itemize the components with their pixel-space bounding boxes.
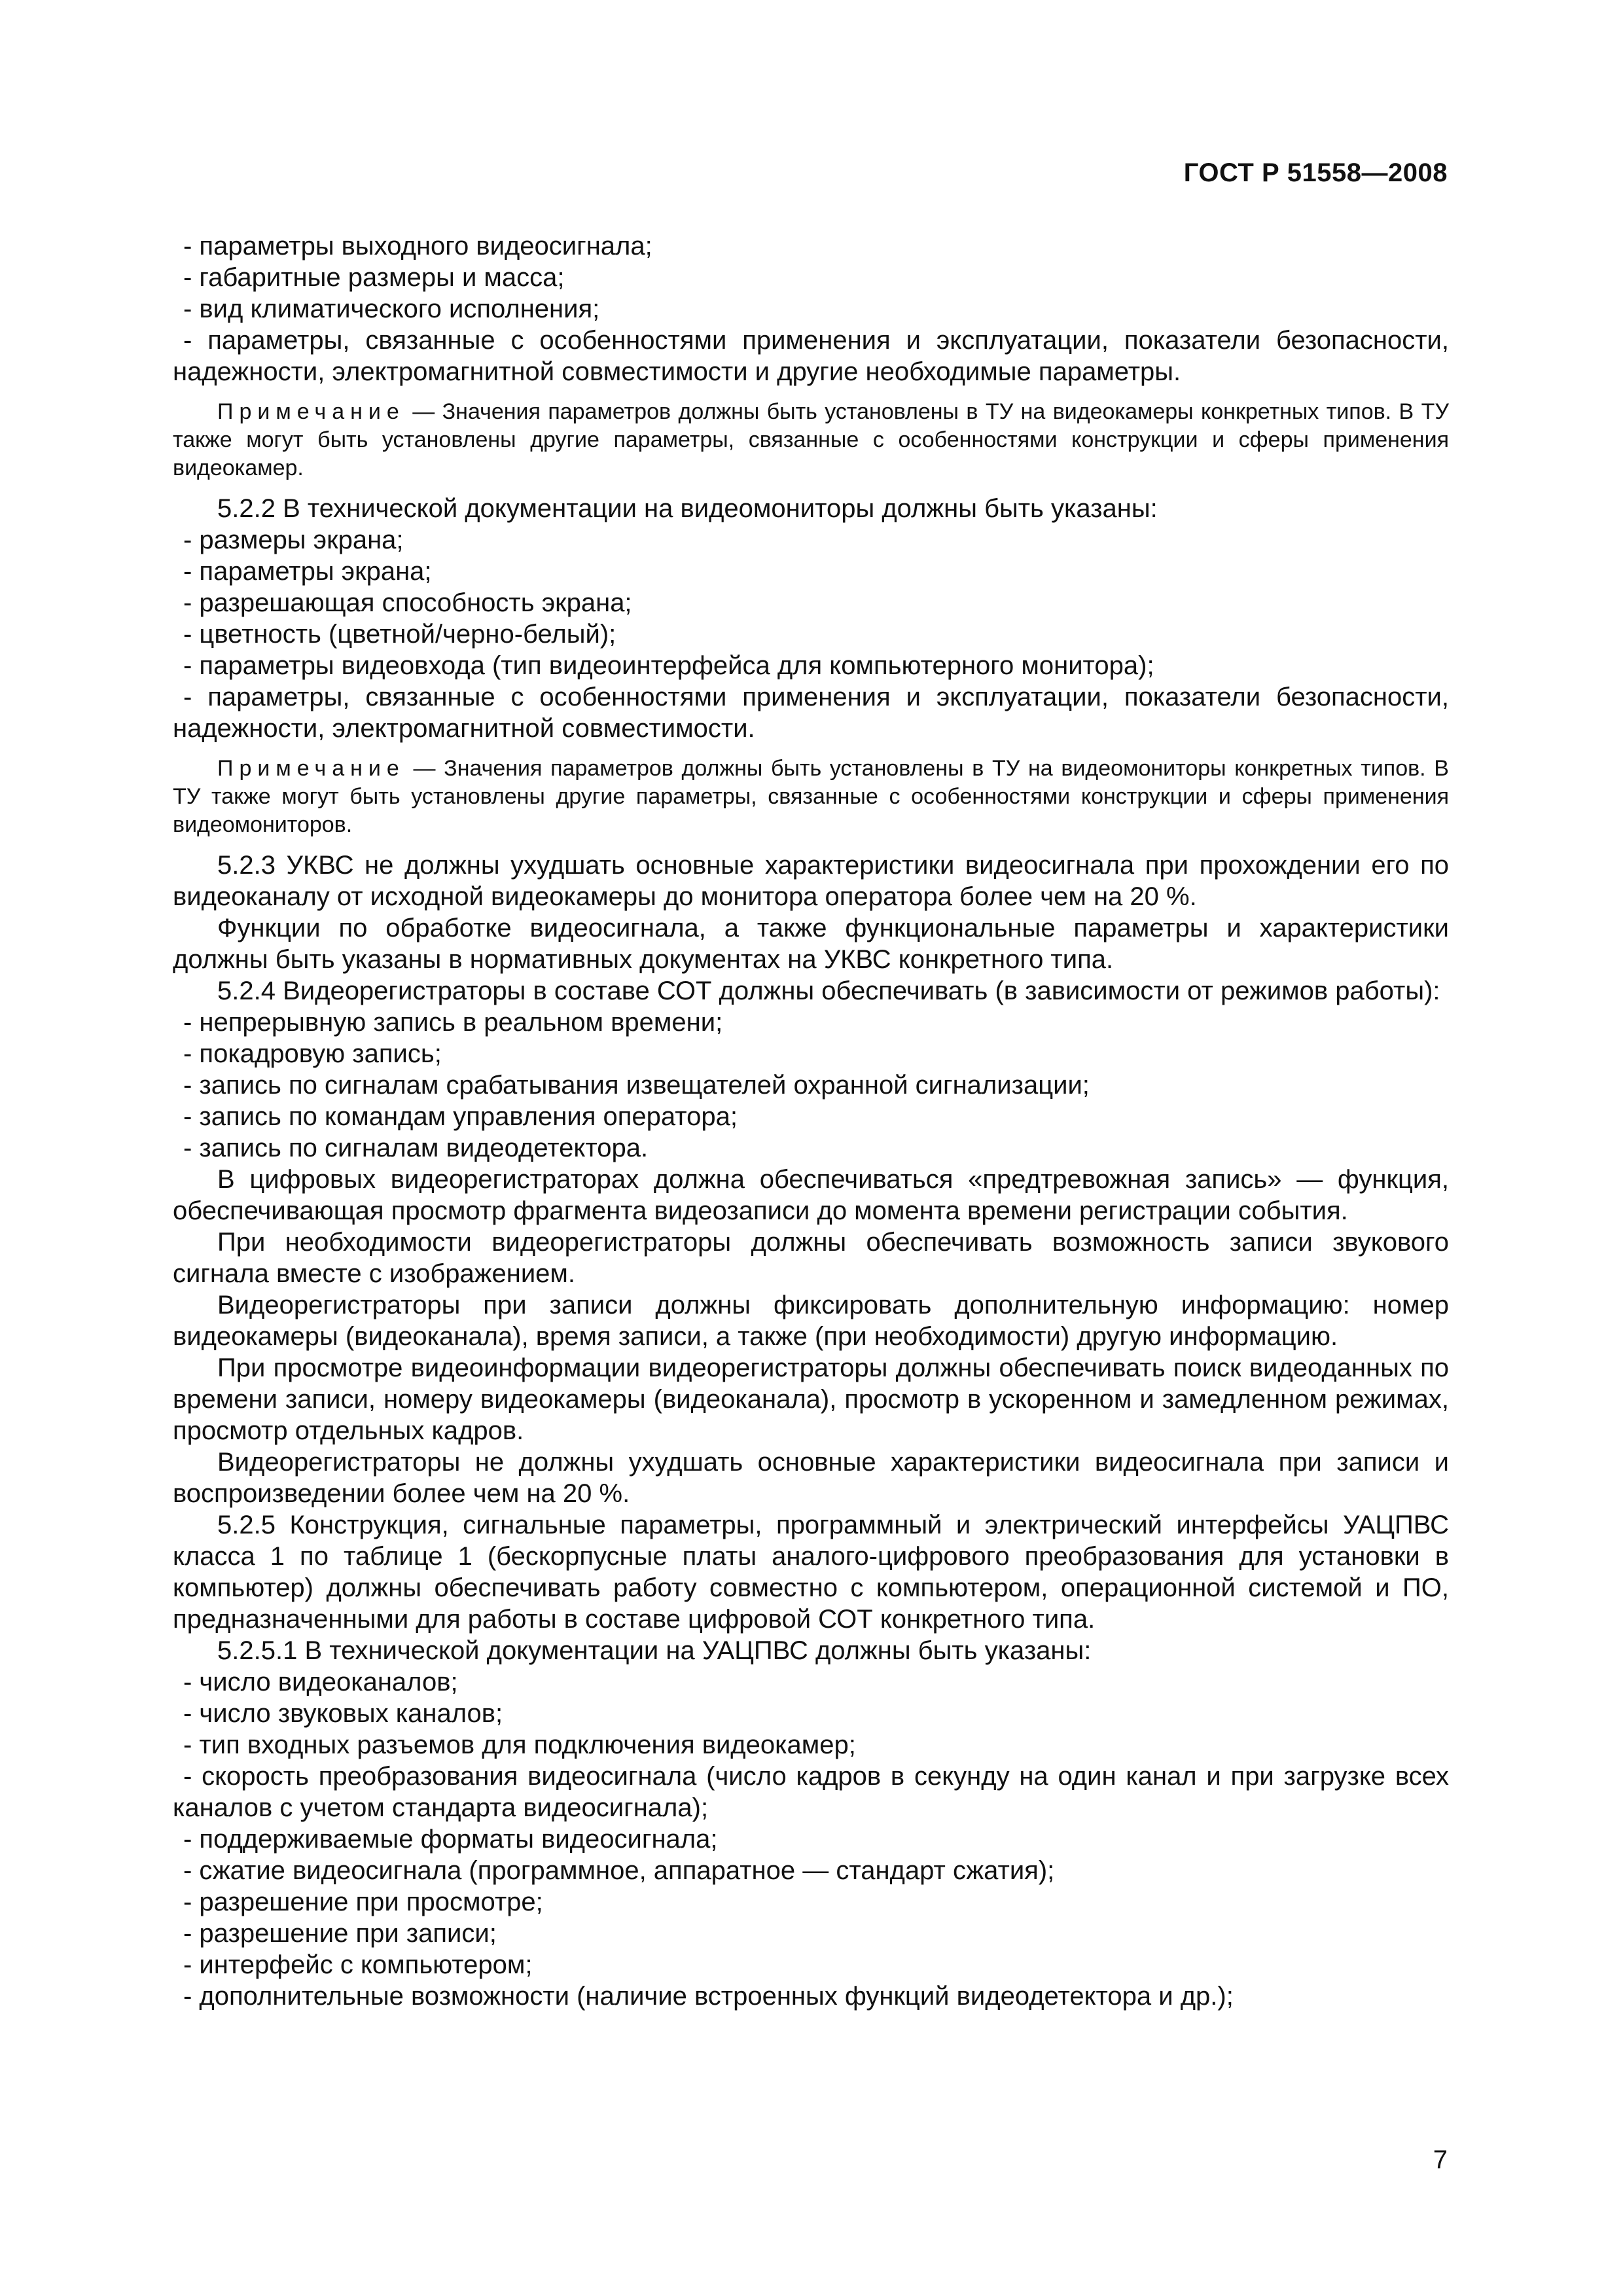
- body-paragraph: Видеорегистраторы не должны ухудшать основные характеристики видеосигнала при записи и воспроизведении более чем на 20 %.: [173, 1448, 1449, 1508]
- note-label: Примечание: [217, 399, 405, 424]
- list-item: - дополнительные возможности (наличие встроенных функций видеодетектора и др.);: [183, 1982, 1234, 2011]
- list-item: - скорость преобразования видеосигнала (число кадров в секунду на один канал и при загрузке всех каналов с учетом стандарта видеосигнала);: [173, 1762, 1449, 1822]
- list-item: - параметры выходного видеосигнала;: [183, 232, 652, 260]
- document-header: ГОСТ Р 51558—2008: [1183, 158, 1448, 187]
- list-item: - параметры, связанные с особенностями применения и эксплуатации, показатели безопасности, надежности, электромагнитной совместимости.: [173, 683, 1449, 743]
- list-item: - интерфейс с компьютером;: [183, 1950, 533, 1979]
- note-paragraph: [173, 755, 1449, 839]
- list-item: - покадровую запись;: [183, 1039, 442, 1068]
- list-item: - запись по командам управления оператора;: [183, 1102, 738, 1131]
- page-number: 7: [1433, 2145, 1448, 2174]
- list-item: - разрешающая способность экрана;: [183, 588, 632, 617]
- note-text: — Значения параметров должны быть установлены в ТУ на видеомониторы конкретных типов. В ТУ также могут быть установлены другие параметры, связанные с особенностями конструкции и сферы применения видеомониторов.: [173, 756, 1449, 837]
- body-paragraph: 5.2.5.1 В технической документации на УАЦПВС должны быть указаны:: [217, 1636, 1092, 1665]
- body-paragraph: 5.2.4 Видеорегистраторы в составе СОТ должны обеспечивать (в зависимости от режимов работы):: [217, 977, 1440, 1005]
- list-item: - поддерживаемые форматы видеосигнала;: [183, 1825, 718, 1854]
- body-paragraph: Функции по обработке видеосигнала, а также функциональные параметры и характеристики должны быть указаны в нормативных документах на УКВС конкретного типа.: [173, 914, 1449, 974]
- list-item: - вид климатического исполнения;: [183, 295, 600, 323]
- body-paragraph: Видеорегистраторы при записи должны фиксировать дополнительную информацию: номер видеокамеры (видеоканала), время записи, а также (при необходимости) другую информацию.: [173, 1291, 1449, 1351]
- body-paragraph: При просмотре видеоинформации видеорегистраторы должны обеспечивать поиск видеоданных по времени записи, номеру видеокамеры (видеоканала), просмотр в ускоренном и замедленном режимах, просмотр отдельных кадров.: [173, 1354, 1449, 1445]
- note-paragraph: [173, 398, 1449, 482]
- list-item: - разрешение при записи;: [183, 1919, 497, 1948]
- document-body: [173, 230, 1449, 2012]
- body-paragraph: В цифровых видеорегистраторах должна обеспечиваться «предтревожная запись» — функция, обеспечивающая просмотр фрагмента видеозаписи до момента времени регистрации события.: [173, 1165, 1449, 1225]
- note-text: — Значения параметров должны быть установлены в ТУ на видеокамеры конкретных типов. В ТУ также могут быть установлены другие параметры, связанные с особенностями конструкции и сферы применения видеокамер.: [173, 399, 1449, 480]
- list-item: - разрешение при просмотре;: [183, 1888, 543, 1916]
- list-item: - число звуковых каналов;: [183, 1699, 503, 1728]
- list-item: - параметры, связанные с особенностями применения и эксплуатации, показатели безопасности, надежности, электромагнитной совместимости и другие необходимые параметры.: [173, 326, 1449, 386]
- list-item: - непрерывную запись в реальном времени;: [183, 1008, 723, 1037]
- list-item: - тип входных разъемов для подключения видеокамер;: [183, 1731, 856, 1759]
- list-item: - запись по сигналам видеодетектора.: [183, 1134, 649, 1162]
- body-paragraph: 5.2.5 Конструкция, сигнальные параметры, программный и электрический интерфейсы УАЦПВС класса 1 по таблице 1 (бескорпусные платы аналого-цифрового преобразования для установки в компьютер) должны обеспечивать работу совместно с компьютером, операционной системой и ПО, предназначенными для работы в составе цифровой СОТ конкретного типа.: [173, 1511, 1449, 1634]
- body-paragraph: 5.2.2 В технической документации на видеомониторы должны быть указаны:: [217, 494, 1158, 523]
- list-item: - сжатие видеосигнала (программное, аппаратное — стандарт сжатия);: [183, 1856, 1055, 1885]
- list-item: - параметры видеовхода (тип видеоинтерфейса для компьютерного монитора);: [183, 651, 1154, 680]
- list-item: - размеры экрана;: [183, 526, 404, 554]
- list-item: - запись по сигналам срабатывания извещателей охранной сигнализации;: [183, 1071, 1090, 1100]
- list-item: - цветность (цветной/черно-белый);: [183, 620, 616, 649]
- list-item: - габаритные размеры и масса;: [183, 263, 565, 292]
- list-item: - параметры экрана;: [183, 557, 432, 586]
- body-paragraph: При необходимости видеорегистраторы должны обеспечивать возможность записи звукового сигнала вместе с изображением.: [173, 1228, 1449, 1288]
- body-paragraph: 5.2.3 УКВС не должны ухудшать основные характеристики видеосигнала при прохождении его по видеоканалу от исходной видеокамеры до монитора оператора более чем на 20 %.: [173, 851, 1449, 911]
- note-label: Примечание: [217, 756, 405, 781]
- list-item: - число видеоканалов;: [183, 1668, 458, 1696]
